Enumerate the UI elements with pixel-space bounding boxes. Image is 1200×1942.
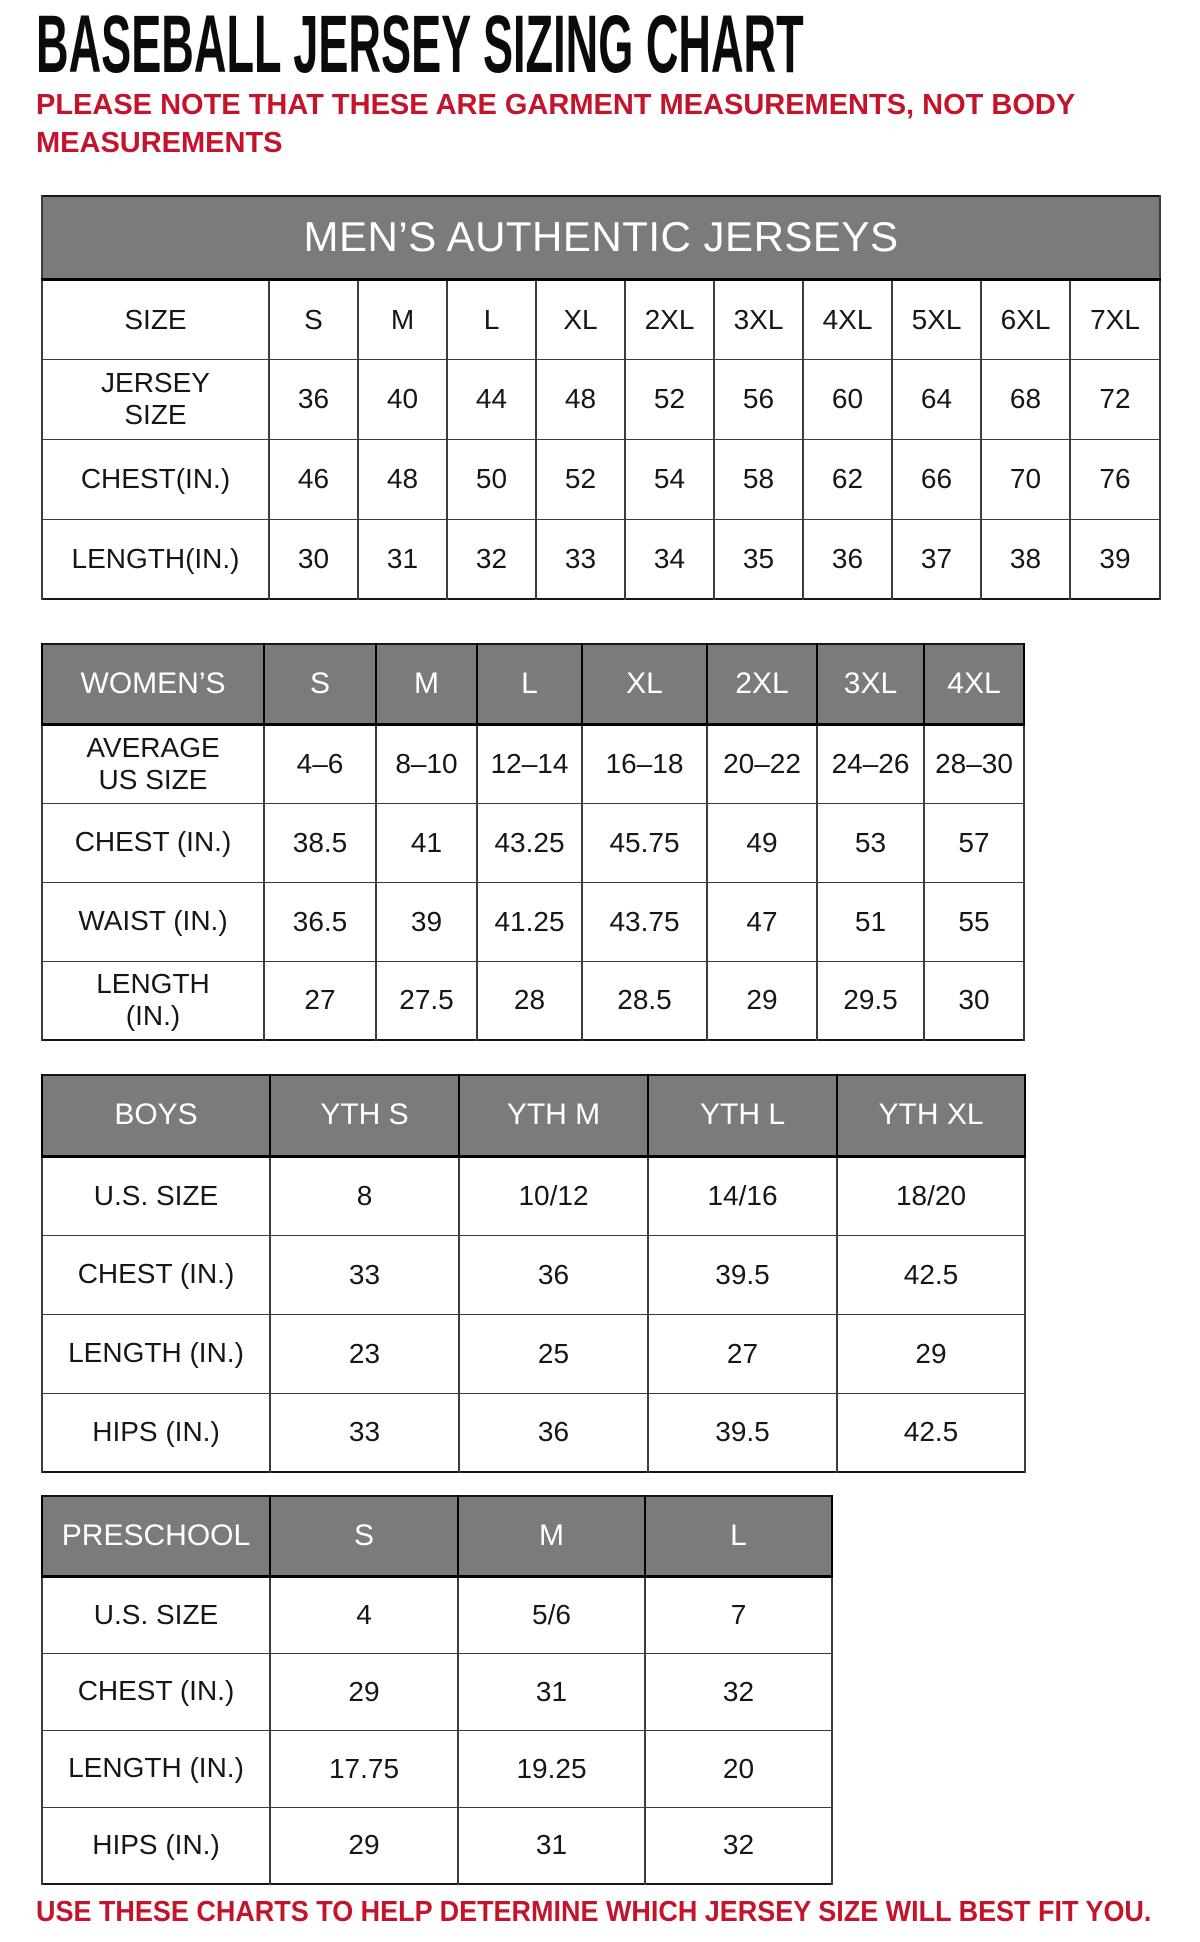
size-value: 20 xyxy=(645,1730,832,1807)
table-row xyxy=(42,1653,832,1730)
mens-size-col-xl: XL xyxy=(536,279,625,359)
size-value: 36 xyxy=(269,359,358,439)
size-value: 19.25 xyxy=(458,1730,645,1807)
size-value: 27 xyxy=(264,961,376,1040)
row-label: CHEST (IN.) xyxy=(42,1653,270,1730)
table-row xyxy=(42,519,1160,599)
size-value: 45.75 xyxy=(582,803,707,882)
preschool-size-col-m: M xyxy=(458,1496,645,1576)
size-value: 12–14 xyxy=(477,724,582,803)
size-value: 48 xyxy=(536,359,625,439)
size-value: 30 xyxy=(924,961,1024,1040)
mens-header-label: SIZE xyxy=(42,279,269,359)
mens-sizing-table xyxy=(41,195,1161,600)
row-label: LENGTH(IN.) xyxy=(42,519,269,599)
row-label: CHEST(IN.) xyxy=(42,439,269,519)
size-value: 68 xyxy=(981,359,1070,439)
boys-header-label: BOYS xyxy=(42,1075,270,1156)
size-value: 31 xyxy=(358,519,447,599)
mens-size-header-row xyxy=(42,279,1160,359)
size-value: 72 xyxy=(1070,359,1160,439)
size-value: 29 xyxy=(707,961,817,1040)
size-value: 24–26 xyxy=(817,724,924,803)
size-value: 28–30 xyxy=(924,724,1024,803)
size-value: 57 xyxy=(924,803,1024,882)
row-label: U.S. SIZE xyxy=(42,1576,270,1653)
row-label: HIPS (IN.) xyxy=(42,1807,270,1884)
boys-size-col-yth-xl: YTH XL xyxy=(837,1075,1025,1156)
size-value: 56 xyxy=(714,359,803,439)
size-value: 31 xyxy=(458,1653,645,1730)
row-label: LENGTH (IN.) xyxy=(42,1314,270,1393)
size-value: 37 xyxy=(892,519,981,599)
mens-size-col-m: M xyxy=(358,279,447,359)
garment-measurements-note: PLEASE NOTE THAT THESE ARE GARMENT MEASUREMENTS, NOT BODY MEASUREMENTS xyxy=(36,89,1075,160)
size-value: 5/6 xyxy=(458,1576,645,1653)
size-value: 35 xyxy=(714,519,803,599)
womens-size-col-m: M xyxy=(376,644,477,724)
size-value: 14/16 xyxy=(648,1156,837,1235)
size-value: 10/12 xyxy=(459,1156,648,1235)
size-value: 33 xyxy=(270,1235,459,1314)
size-value: 58 xyxy=(714,439,803,519)
size-value: 34 xyxy=(625,519,714,599)
size-value: 64 xyxy=(892,359,981,439)
boys-sizing-table xyxy=(41,1074,1026,1473)
size-value: 38 xyxy=(981,519,1070,599)
womens-size-col-2xl: 2XL xyxy=(707,644,817,724)
boys-size-col-yth-s: YTH S xyxy=(270,1075,459,1156)
size-value: 39.5 xyxy=(648,1393,837,1472)
row-label: HIPS (IN.) xyxy=(42,1393,270,1472)
size-value: 50 xyxy=(447,439,536,519)
size-value: 49 xyxy=(707,803,817,882)
fit-advice-note: USE THESE CHARTS TO HELP DETERMINE WHICH JERSEY SIZE WILL BEST FIT YOU. xyxy=(36,1896,1152,1928)
preschool-size-header-row xyxy=(42,1496,832,1576)
mens-size-col-2xl: 2XL xyxy=(625,279,714,359)
table-row xyxy=(42,439,1160,519)
mens-table-section xyxy=(41,195,1161,600)
size-value: 36 xyxy=(459,1235,648,1314)
size-value: 25 xyxy=(459,1314,648,1393)
size-value: 36 xyxy=(803,519,892,599)
mens-size-col-6xl: 6XL xyxy=(981,279,1070,359)
womens-size-col-l: L xyxy=(477,644,582,724)
table-row xyxy=(42,1393,1025,1472)
preschool-header-label: PRESCHOOL xyxy=(42,1496,270,1576)
size-value: 29 xyxy=(270,1807,458,1884)
size-value: 40 xyxy=(358,359,447,439)
row-label: CHEST (IN.) xyxy=(42,1235,270,1314)
size-value: 29.5 xyxy=(817,961,924,1040)
size-value: 42.5 xyxy=(837,1235,1025,1314)
table-row xyxy=(42,359,1160,439)
size-value: 8 xyxy=(270,1156,459,1235)
mens-size-col-4xl: 4XL xyxy=(803,279,892,359)
preschool-sizing-table xyxy=(41,1495,833,1885)
mens-size-col-5xl: 5XL xyxy=(892,279,981,359)
womens-size-col-xl: XL xyxy=(582,644,707,724)
preschool-table-section xyxy=(41,1495,833,1885)
size-value: 8–10 xyxy=(376,724,477,803)
size-value: 33 xyxy=(536,519,625,599)
size-value: 27 xyxy=(648,1314,837,1393)
womens-size-col-s: S xyxy=(264,644,376,724)
size-value: 32 xyxy=(447,519,536,599)
size-value: 52 xyxy=(536,439,625,519)
mens-size-col-s: S xyxy=(269,279,358,359)
size-value: 27.5 xyxy=(376,961,477,1040)
boys-size-col-yth-m: YTH M xyxy=(459,1075,648,1156)
size-value: 30 xyxy=(269,519,358,599)
size-value: 36 xyxy=(459,1393,648,1472)
mens-size-col-7xl: 7XL xyxy=(1070,279,1160,359)
preschool-size-col-l: L xyxy=(645,1496,832,1576)
size-value: 39.5 xyxy=(648,1235,837,1314)
size-value: 16–18 xyxy=(582,724,707,803)
size-value: 28 xyxy=(477,961,582,1040)
size-value: 29 xyxy=(837,1314,1025,1393)
size-value: 55 xyxy=(924,882,1024,961)
size-value: 51 xyxy=(817,882,924,961)
size-value: 17.75 xyxy=(270,1730,458,1807)
size-value: 54 xyxy=(625,439,714,519)
size-value: 33 xyxy=(270,1393,459,1472)
size-value: 39 xyxy=(376,882,477,961)
size-value: 43.25 xyxy=(477,803,582,882)
row-label: JERSEY SIZE xyxy=(42,359,269,439)
womens-sizing-table xyxy=(41,643,1025,1041)
size-value: 53 xyxy=(817,803,924,882)
size-value: 29 xyxy=(270,1653,458,1730)
size-value: 28.5 xyxy=(582,961,707,1040)
womens-size-header-row xyxy=(42,644,1024,724)
table-row xyxy=(42,724,1024,803)
preschool-size-col-s: S xyxy=(270,1496,458,1576)
row-label: LENGTH (IN.) xyxy=(42,961,264,1040)
table-row xyxy=(42,961,1024,1040)
table-row xyxy=(42,1576,832,1653)
size-value: 36.5 xyxy=(264,882,376,961)
size-value: 41.25 xyxy=(477,882,582,961)
page-title: BASEBALL JERSEY SIZING CHART xyxy=(36,0,804,90)
size-value: 66 xyxy=(892,439,981,519)
mens-size-col-l: L xyxy=(447,279,536,359)
mens-banner-row xyxy=(42,196,1160,279)
table-row xyxy=(42,1807,832,1884)
womens-size-col-4xl: 4XL xyxy=(924,644,1024,724)
mens-size-col-3xl: 3XL xyxy=(714,279,803,359)
mens-banner-title: MEN’S AUTHENTIC JERSEYS xyxy=(42,196,1160,279)
size-value: 42.5 xyxy=(837,1393,1025,1472)
size-value: 52 xyxy=(625,359,714,439)
row-label: AVERAGE US SIZE xyxy=(42,724,264,803)
size-value: 48 xyxy=(358,439,447,519)
table-row xyxy=(42,1235,1025,1314)
size-value: 23 xyxy=(270,1314,459,1393)
boys-size-header-row xyxy=(42,1075,1025,1156)
size-value: 39 xyxy=(1070,519,1160,599)
size-value: 41 xyxy=(376,803,477,882)
size-value: 32 xyxy=(645,1807,832,1884)
size-value: 7 xyxy=(645,1576,832,1653)
table-row xyxy=(42,1730,832,1807)
row-label: U.S. SIZE xyxy=(42,1156,270,1235)
size-value: 62 xyxy=(803,439,892,519)
row-label: LENGTH (IN.) xyxy=(42,1730,270,1807)
size-value: 18/20 xyxy=(837,1156,1025,1235)
size-value: 32 xyxy=(645,1653,832,1730)
womens-header-label: WOMEN’S xyxy=(42,644,264,724)
table-row xyxy=(42,882,1024,961)
size-value: 31 xyxy=(458,1807,645,1884)
table-row xyxy=(42,803,1024,882)
size-value: 4 xyxy=(270,1576,458,1653)
size-value: 46 xyxy=(269,439,358,519)
size-value: 20–22 xyxy=(707,724,817,803)
womens-size-col-3xl: 3XL xyxy=(817,644,924,724)
size-value: 38.5 xyxy=(264,803,376,882)
size-value: 4–6 xyxy=(264,724,376,803)
table-row xyxy=(42,1156,1025,1235)
size-value: 43.75 xyxy=(582,882,707,961)
size-value: 60 xyxy=(803,359,892,439)
size-value: 76 xyxy=(1070,439,1160,519)
row-label: CHEST (IN.) xyxy=(42,803,264,882)
boys-table-section xyxy=(41,1074,1026,1473)
row-label: WAIST (IN.) xyxy=(42,882,264,961)
size-value: 47 xyxy=(707,882,817,961)
boys-size-col-yth-l: YTH L xyxy=(648,1075,837,1156)
womens-table-section xyxy=(41,643,1025,1041)
size-value: 70 xyxy=(981,439,1070,519)
size-value: 44 xyxy=(447,359,536,439)
table-row xyxy=(42,1314,1025,1393)
